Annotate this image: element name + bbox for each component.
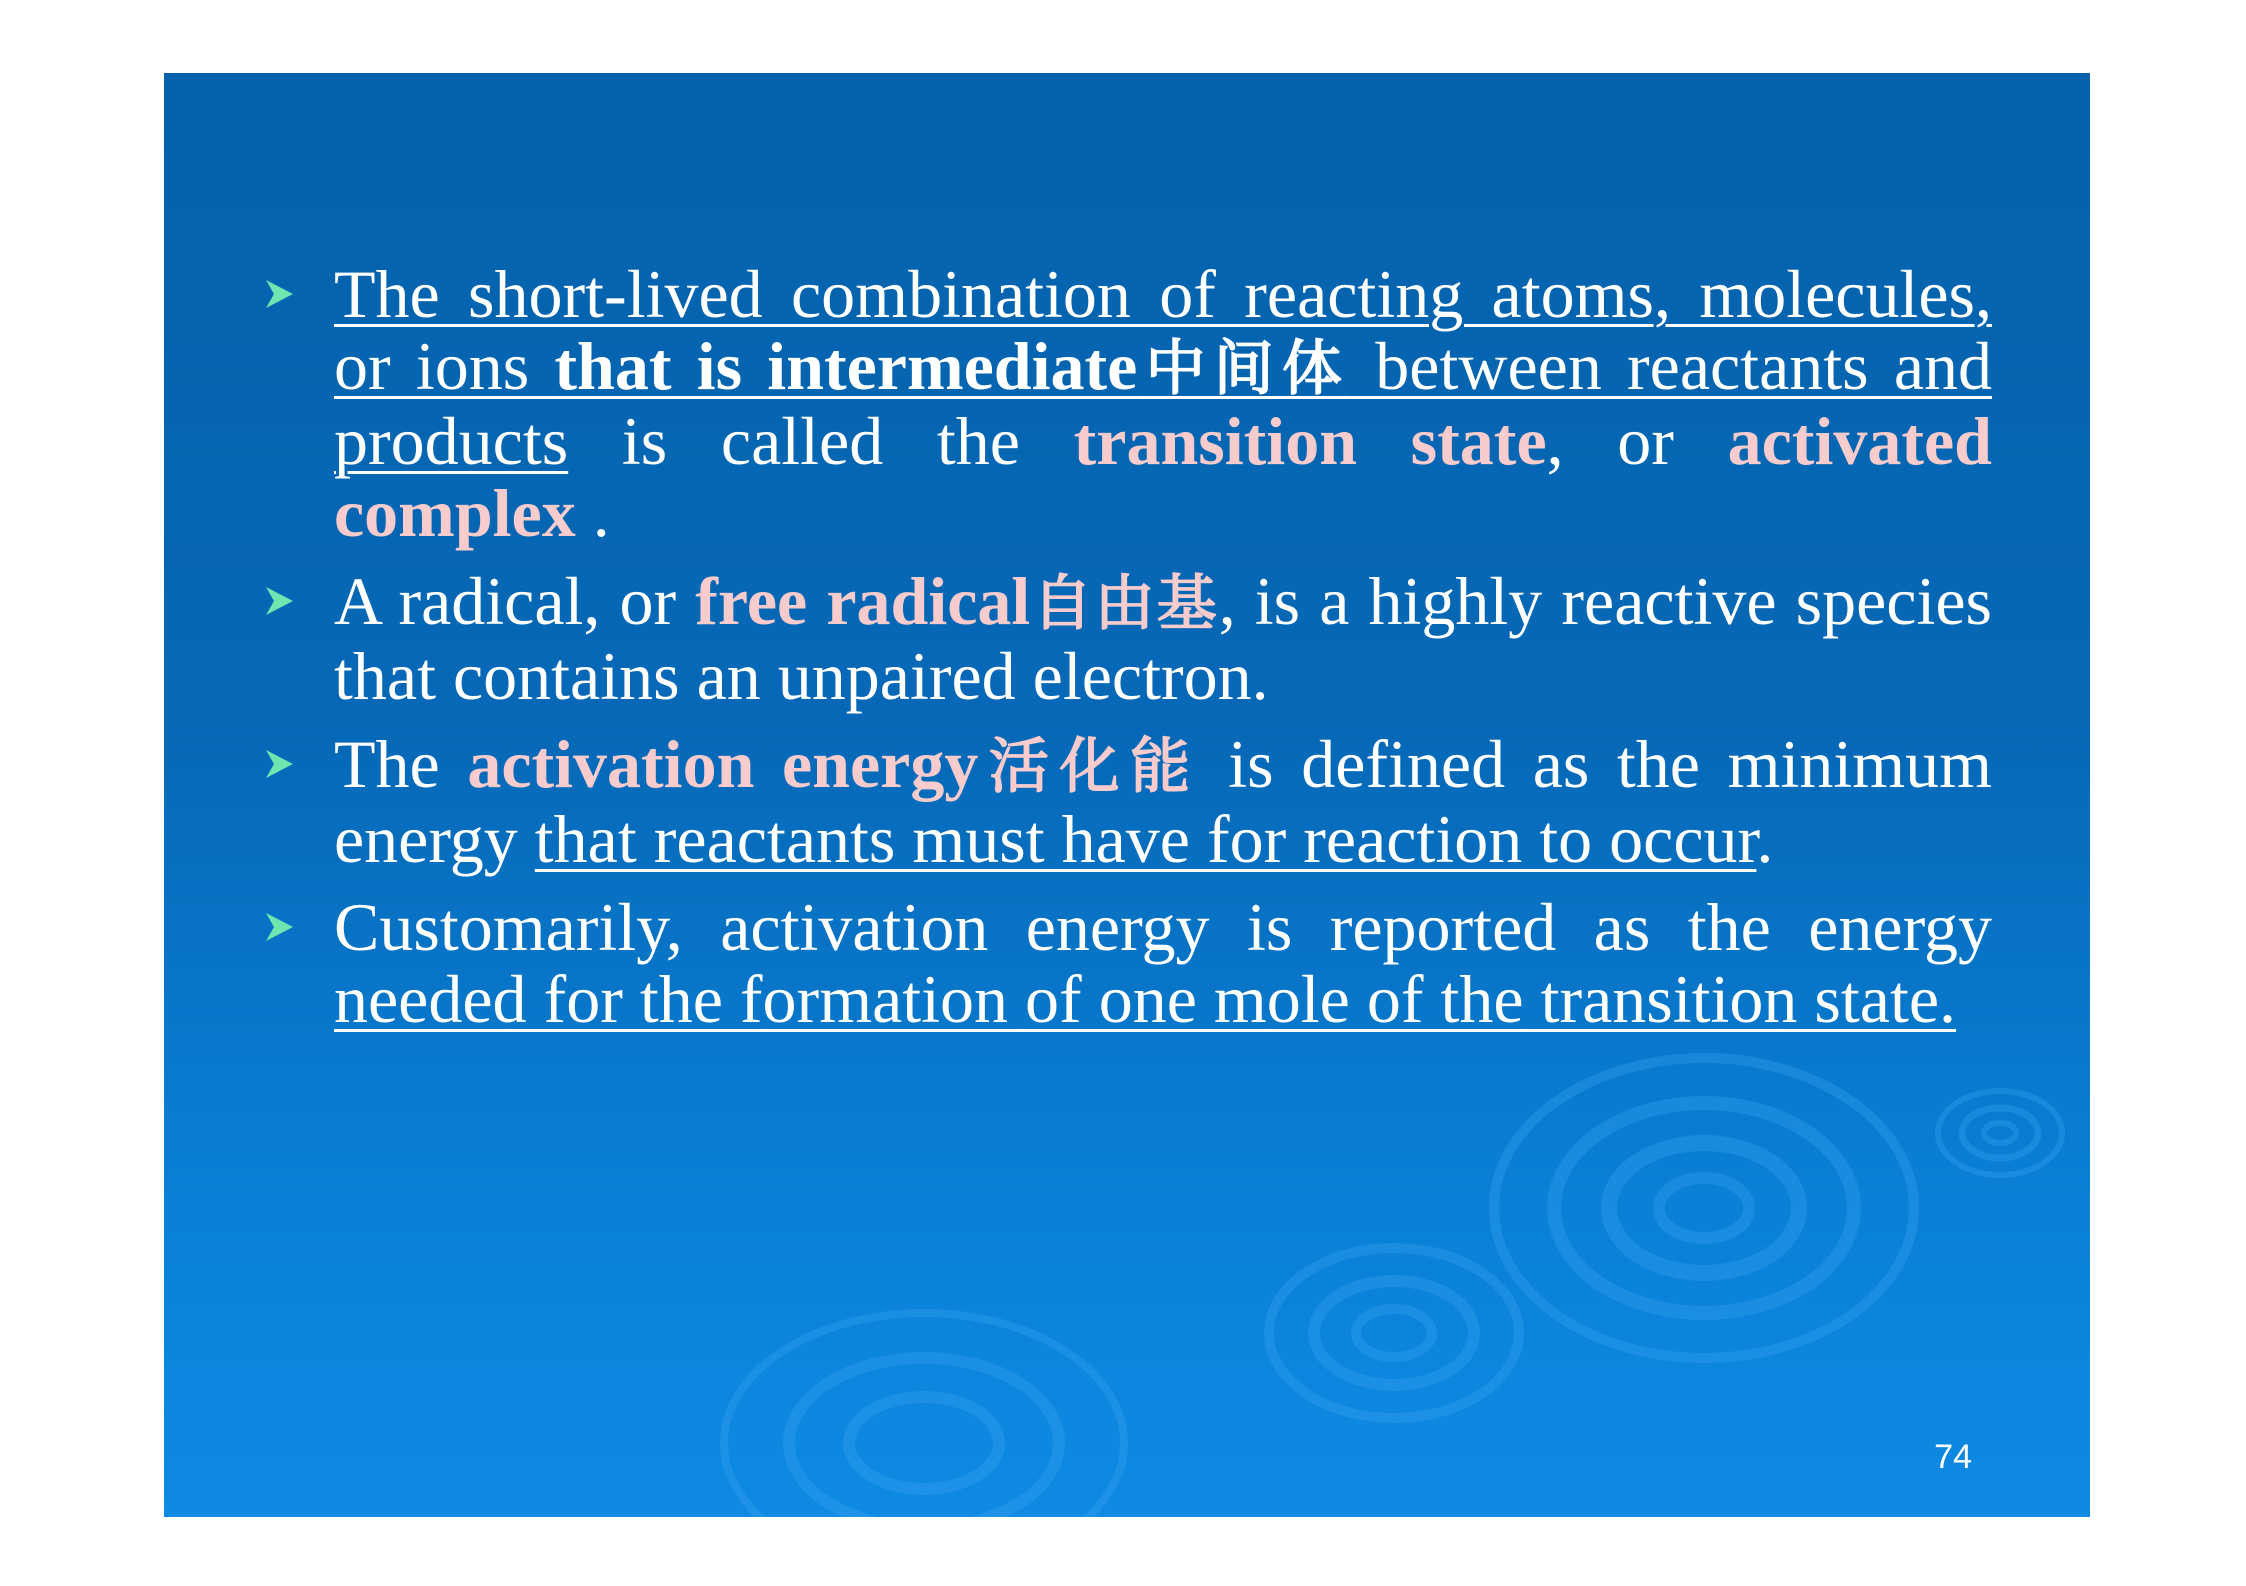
chinese-term-free-radical: 自由基	[1030, 569, 1219, 639]
arrow-bullet-icon	[262, 258, 334, 330]
text-segment: is defined as the minimum energy	[334, 726, 1993, 877]
slide	[164, 73, 2090, 1517]
text-segment: is called the	[568, 403, 1074, 479]
bullet-text	[334, 258, 1992, 549]
page-number: 74	[1934, 1438, 1972, 1476]
text-segment: The	[334, 726, 468, 802]
text-segment: .	[1756, 801, 1774, 877]
bullet-activation-energy	[262, 728, 1992, 875]
chinese-term-activation-energy: 活化能	[978, 732, 1201, 802]
bullet-transition-state	[262, 258, 1992, 549]
reactants-products-phrase: between reactants and products	[334, 328, 1993, 479]
bullet-text	[334, 565, 1992, 712]
text-segment: , or	[1546, 403, 1728, 479]
text-segment: Customarily, activation energy is reported as the energy	[334, 889, 1992, 965]
term-definition-text: The short-lived combination of reacting atoms, molecules, or ions	[334, 256, 1992, 404]
term-transition-state: transition state	[1073, 403, 1547, 479]
intermediate-phrase: that is intermediate	[554, 328, 1138, 404]
reactant-requirement-phrase: that reactants must have for reaction to occur	[534, 801, 1757, 877]
term-free-radical: free radical	[695, 563, 1031, 639]
bullet-list	[262, 258, 1992, 1051]
bullet-free-radical	[262, 565, 1992, 712]
arrow-bullet-icon	[262, 728, 334, 800]
arrow-bullet-icon	[262, 565, 334, 637]
text-segment: .	[575, 475, 610, 551]
text-segment: A radical, or	[334, 563, 696, 639]
text-segment: , is a highly reactive species that contains an unpaired electron.	[334, 563, 1993, 714]
mole-formation-phrase: needed for the formation of one mole of the transition state.	[334, 961, 1957, 1037]
bullet-text	[334, 891, 1992, 1035]
term-activated-complex: activated complex	[334, 403, 1992, 551]
bullet-reporting-convention	[262, 891, 1992, 1035]
chinese-term-intermediate: 中间体	[1137, 334, 1351, 404]
term-activation-energy: activation energy	[467, 726, 979, 802]
arrow-bullet-icon	[262, 891, 334, 963]
bullet-text	[334, 728, 1992, 875]
